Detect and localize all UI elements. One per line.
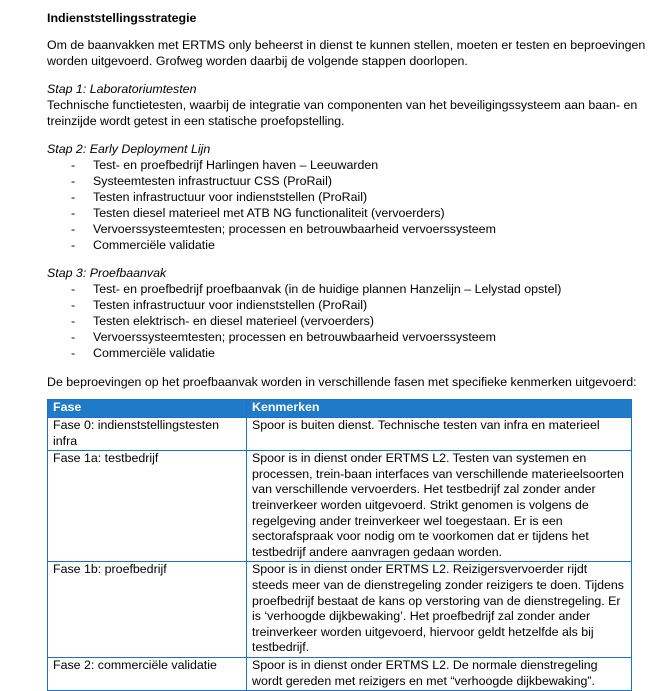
dash-bullet: - bbox=[71, 174, 76, 188]
phases-table bbox=[47, 399, 632, 691]
step2-title: Stap 2: Early Deployment Lijn bbox=[47, 142, 211, 156]
step1-title: Stap 1: Laboratoriumtesten bbox=[47, 82, 197, 96]
list-item: - Systeemtesten infrastructuur CSS (ProRail) bbox=[71, 174, 332, 188]
list-item: - Vervoerssysteemtesten; processen en betrouwbaarheid vervoerssysteem bbox=[71, 222, 496, 236]
dash-bullet: - bbox=[71, 222, 76, 236]
table-intro: De beproevingen op het proefbaanvak worden in verschillende fasen met specifieke kenmerken uitgevoerd: bbox=[47, 375, 637, 389]
list-item: - Vervoerssysteemtesten; processen en betrouwbaarheid vervoerssysteem bbox=[71, 330, 496, 344]
intro-paragraph: Om de baanvakken met ERTMS only beheerst in dienst te kunnen stellen, moeten er testen en beproevingen worden uitgevoerd. Grofweg worden daarbij de volgende stappen doorlopen. bbox=[47, 38, 646, 68]
header-kenmerken: Kenmerken bbox=[247, 400, 632, 418]
table-row bbox=[48, 418, 632, 451]
list-item: - Commerciële validatie bbox=[71, 238, 215, 252]
list-item: - Test- en proefbedrijf proefbaanvak (in de huidige plannen Hanzelijn – Lelystad opstel) bbox=[71, 282, 562, 296]
list-item: - Testen infrastructuur voor indienststellen (ProRail) bbox=[71, 190, 368, 204]
dash-bullet: - bbox=[71, 298, 76, 312]
dash-bullet: - bbox=[71, 346, 76, 360]
dash-bullet: - bbox=[71, 190, 76, 204]
dash-bullet: - bbox=[71, 314, 76, 328]
list-item: - Commerciële validatie bbox=[71, 346, 215, 360]
kenmerken-cell: Spoor is in dienst onder ERTMS L2. Reizigersvervoerder rijdt steeds meer van de dienstregeling zonder reizigers te doen. Tijdens proefbedrijf bestaat de kans op verstoring van de dienstregeling. Er is ‘verhoogde dijkbewaking’. Het proefbedrijf zal zonder ander treinverkeer worden uitgevoerd, hiervoor geldt hetzelfde als bij testbedrijf. bbox=[247, 562, 632, 658]
dash-bullet: - bbox=[71, 238, 76, 252]
list-item: - Testen infrastructuur voor indienststellen (ProRail) bbox=[71, 298, 368, 312]
kenmerken-cell: Spoor is in dienst onder ERTMS L2. Testen van systemen en processen, trein-baan interfaces van verschillende materieelsoorten van verschillende vervoerders. Het testbedrijf zal zonder ander treinverkeer worden uitgevoerd. Strikt genomen is volgens de regelgeving ander treinverkeer wel toegestaan. Er is een sectorafspraak voor nodig om te voorkomen dat er tijdens het testbedrijf andere aanvragen gedaan worden. bbox=[247, 451, 632, 562]
step1-text: Technische functietesten, waarbij de integratie van componenten van het beveiligingssysteem aan baan- en treinzijde wordt getest in een statische proefopstelling. bbox=[47, 98, 638, 128]
table-header-row bbox=[48, 400, 632, 418]
document-page bbox=[47, 10, 647, 691]
table-row bbox=[48, 562, 632, 658]
list-item: - Test- en proefbedrijf Harlingen haven – Leeuwarden bbox=[71, 158, 379, 172]
dash-bullet: - bbox=[71, 206, 76, 220]
dash-bullet: - bbox=[71, 330, 76, 344]
header-fase: Fase bbox=[48, 400, 247, 418]
step3-list bbox=[47, 281, 647, 361]
table-row bbox=[48, 451, 632, 562]
list-item: - Testen elektrisch- en diesel materieel (vervoerders) bbox=[71, 314, 374, 328]
table-row bbox=[48, 657, 632, 690]
step2-list bbox=[47, 157, 647, 253]
kenmerken-cell: Spoor is buiten dienst. Technische testen van infra en materieel bbox=[247, 418, 632, 451]
fase-cell: Fase 2: commerciële validatie bbox=[48, 657, 247, 690]
section-title: Indienststellingsstrategie bbox=[47, 11, 197, 25]
dash-bullet: - bbox=[71, 158, 76, 172]
fase-cell: Fase 0: indienststellingstesten infra bbox=[48, 418, 247, 451]
list-item: - Testen diesel materieel met ATB NG functionaliteit (vervoerders) bbox=[71, 206, 445, 220]
kenmerken-cell: Spoor is in dienst onder ERTMS L2. De normale dienstregeling wordt gereden met reizigers en met “verhoogde dijkbewaking”. bbox=[247, 657, 632, 690]
dash-bullet: - bbox=[71, 282, 76, 296]
fase-cell: Fase 1a: testbedrijf bbox=[48, 451, 247, 562]
fase-cell: Fase 1b: proefbedrijf bbox=[48, 562, 247, 658]
step3-title: Stap 3: Proefbaanvak bbox=[47, 266, 167, 280]
